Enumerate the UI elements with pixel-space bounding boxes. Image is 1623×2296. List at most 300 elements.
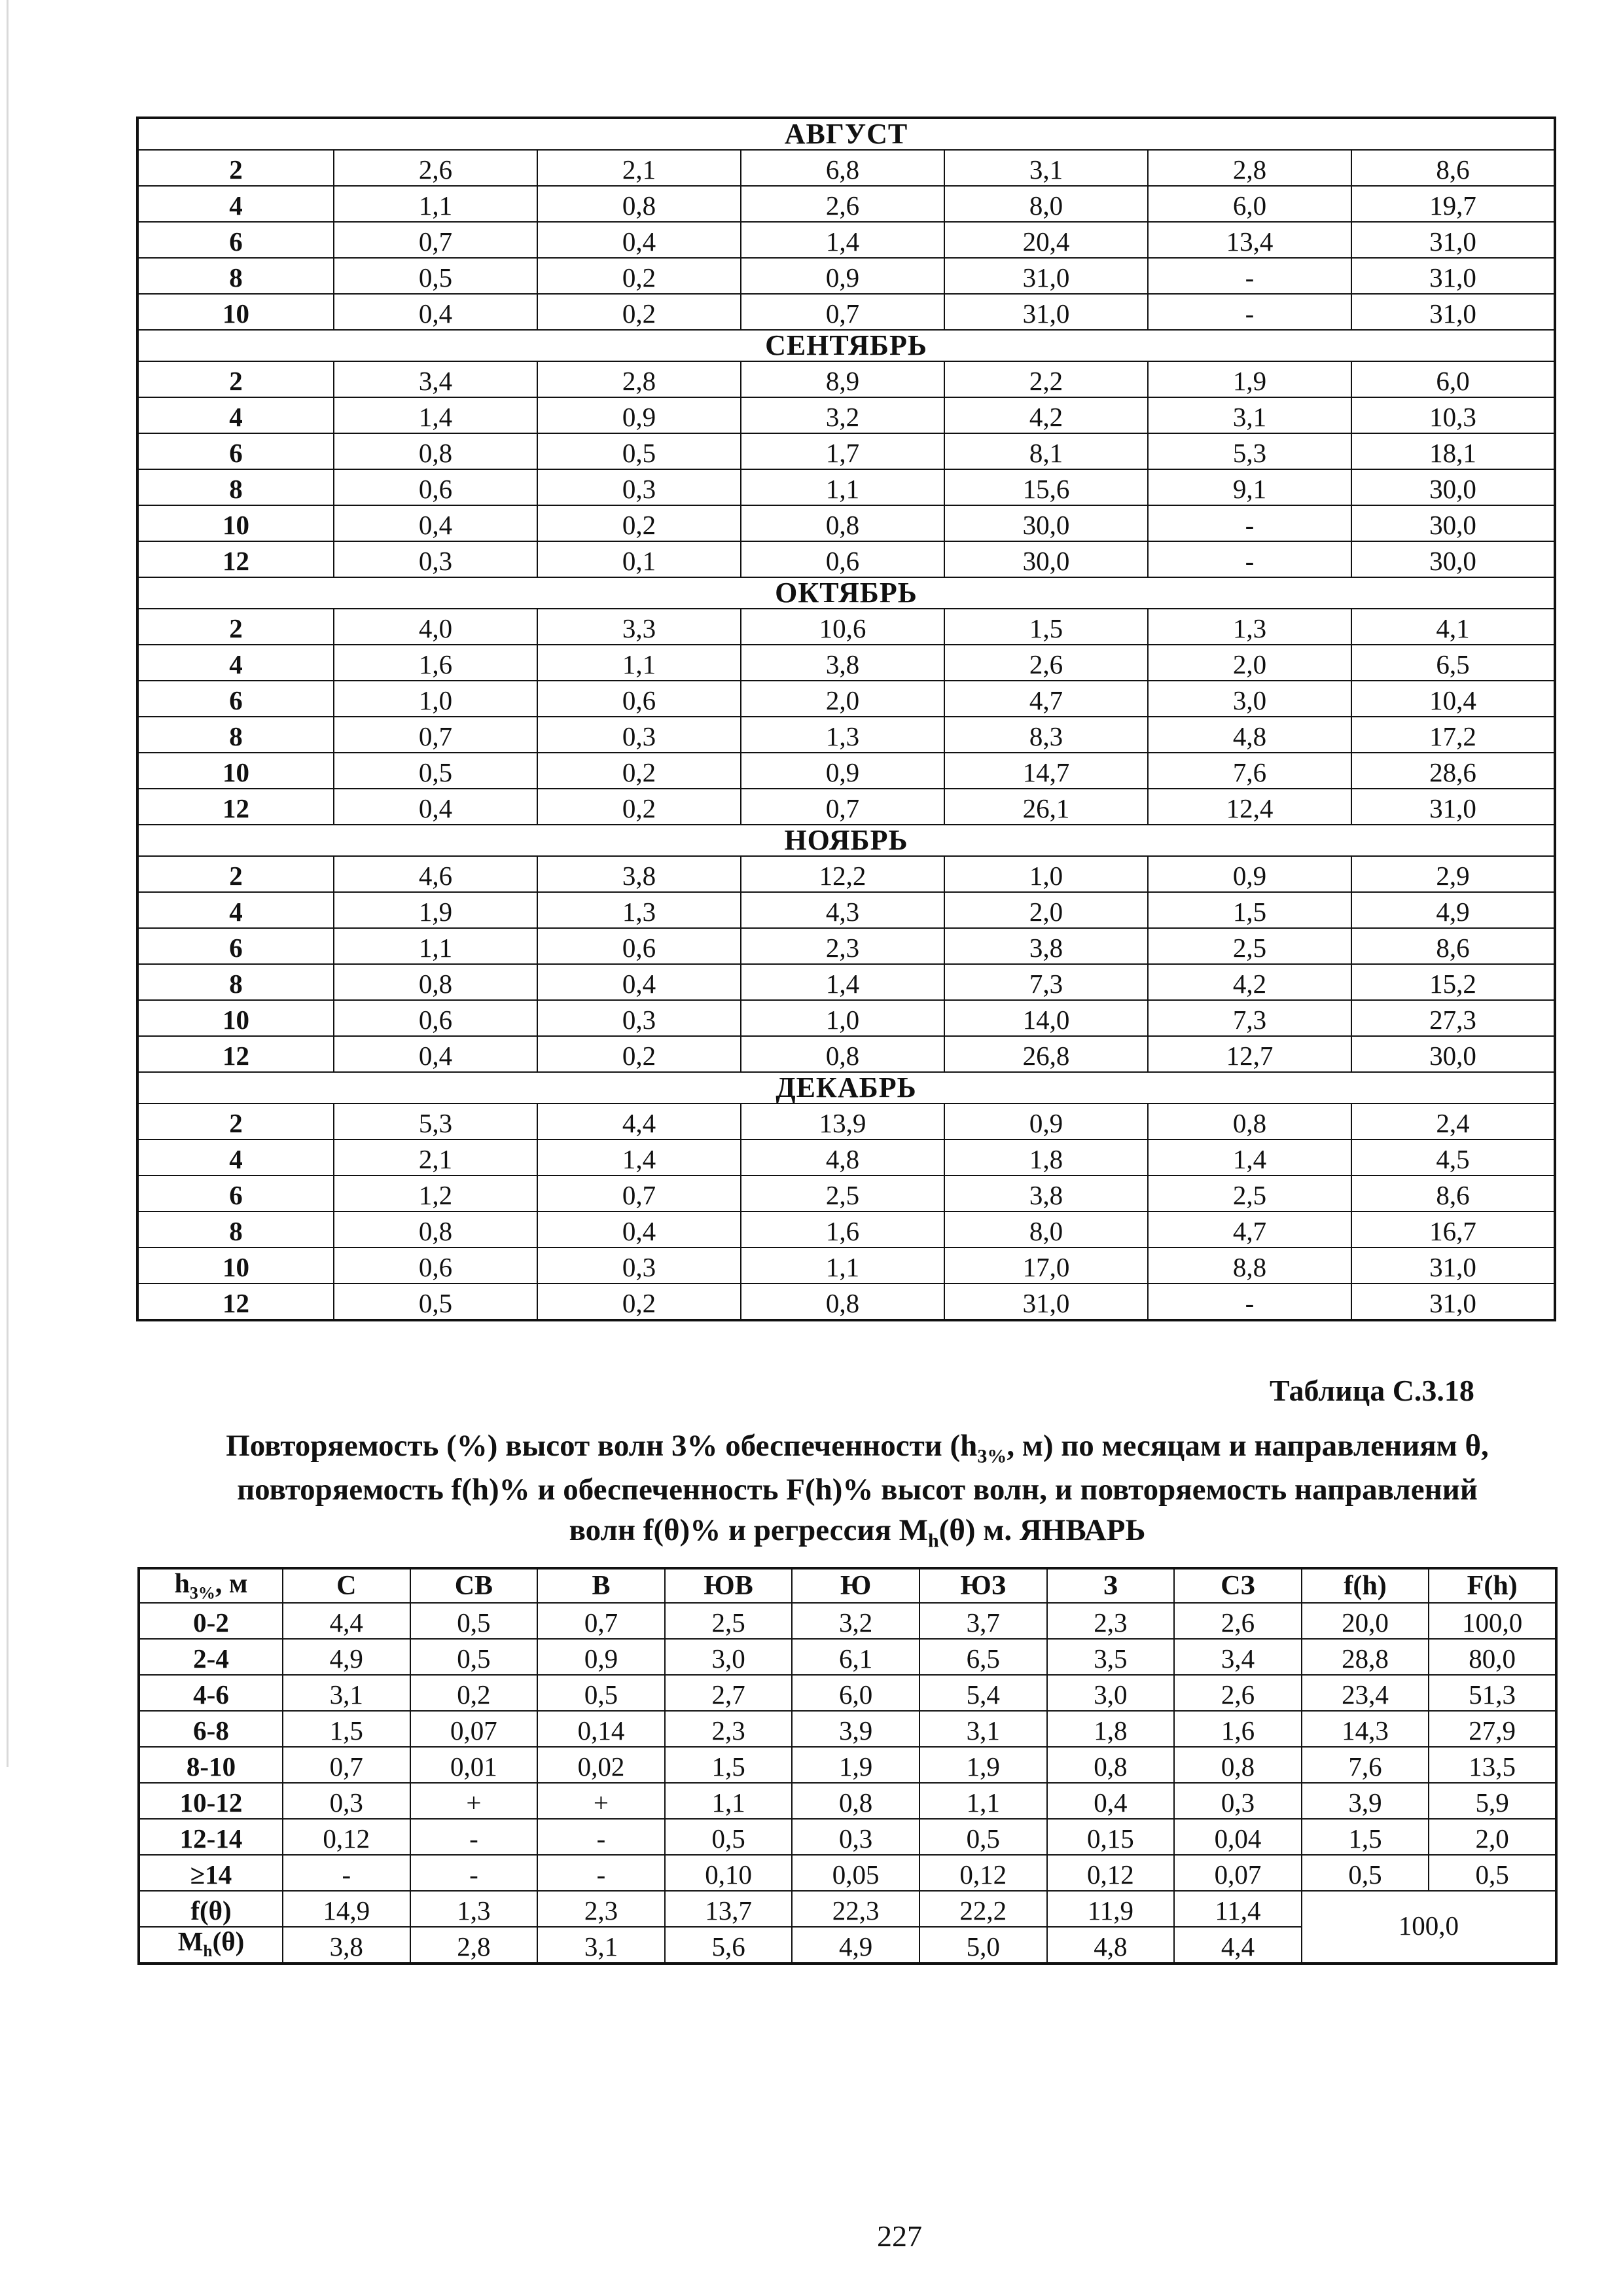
table-cell: 0,4 (334, 1036, 537, 1072)
table-row (139, 1603, 1556, 1639)
table-cell: 4,7 (944, 681, 1148, 717)
table-cell: 8,3 (944, 717, 1148, 753)
table-cell: 1,6 (741, 1211, 944, 1247)
table-cell: 30,0 (944, 505, 1148, 541)
table-cell: 6,0 (792, 1675, 919, 1711)
table-cell: 1,3 (741, 717, 944, 753)
table-cell: 0,10 (665, 1855, 793, 1891)
row-label-cell: 4-6 (139, 1675, 283, 1711)
table-cell: 4,0 (334, 609, 537, 645)
table-row (137, 1103, 1555, 1139)
column-header: С (283, 1568, 410, 1603)
table-cell: 1,5 (944, 609, 1148, 645)
month-header-row (137, 825, 1555, 856)
table-cell: 0,4 (334, 789, 537, 825)
table-cell: 4,7 (1148, 1211, 1351, 1247)
table-row (137, 1211, 1555, 1247)
row-label-cell: 4 (137, 892, 334, 928)
month-title: ОКТЯБРЬ (137, 577, 1555, 609)
table-cell: 3,4 (1174, 1639, 1302, 1675)
row-label-cell: ≥14 (139, 1855, 283, 1891)
table-cell: 0,3 (537, 1000, 741, 1036)
table-cell: 5,9 (1429, 1783, 1556, 1819)
table-cell: 6,5 (1351, 645, 1555, 681)
table-row (139, 1711, 1556, 1747)
table-row (137, 1175, 1555, 1211)
row-label-cell: 8 (137, 469, 334, 505)
table-cell: 0,6 (334, 469, 537, 505)
table-cell: 1,4 (537, 1139, 741, 1175)
table-cell: 0,4 (537, 964, 741, 1000)
table-cell: 30,0 (1351, 505, 1555, 541)
table-row (137, 892, 1555, 928)
table-header-row (139, 1568, 1556, 1603)
table-row (137, 681, 1555, 717)
total-cell: 100,0 (1302, 1891, 1556, 1964)
table-cell: 3,1 (1148, 397, 1351, 433)
row-label-cell: f(θ) (139, 1891, 283, 1927)
table-cell: 3,1 (944, 150, 1148, 186)
table-cell: 0,12 (919, 1855, 1047, 1891)
row-label-cell: $M_h(\theta)$ (139, 1927, 283, 1964)
table-cell: 3,3 (537, 609, 741, 645)
table-cell: 3,7 (919, 1603, 1047, 1639)
table-cell: 2,8 (537, 361, 741, 397)
table-row (137, 928, 1555, 964)
table-cell: 3,2 (792, 1603, 919, 1639)
table-row (137, 964, 1555, 1000)
table-cell: - (283, 1855, 410, 1891)
row-label-cell: 8 (137, 964, 334, 1000)
table-cell: 0,6 (334, 1247, 537, 1283)
table-cell: 2,0 (1429, 1819, 1556, 1855)
table-cell: 5,6 (665, 1927, 793, 1964)
table-cell: 0,2 (537, 258, 741, 294)
table-row (139, 1639, 1556, 1675)
table-cell: 0,07 (1174, 1855, 1302, 1891)
table-cell: 0,8 (334, 964, 537, 1000)
table-cell: 5,4 (919, 1675, 1047, 1711)
table-cell: 31,0 (944, 1283, 1148, 1320)
table-cell: 0,7 (537, 1175, 741, 1211)
table-row (137, 1036, 1555, 1072)
month-header-row (137, 1072, 1555, 1103)
table-cell: 0,7 (283, 1747, 410, 1783)
table-row (139, 1747, 1556, 1783)
table-cell: 2,7 (665, 1675, 793, 1711)
table-cell: 1,9 (919, 1747, 1047, 1783)
table-cell: 7,6 (1302, 1747, 1429, 1783)
table-cell: 0,8 (1148, 1103, 1351, 1139)
table-cell: 0,2 (537, 1283, 741, 1320)
table-cell: 17,2 (1351, 717, 1555, 753)
table-cell: - (1148, 294, 1351, 330)
table-row (139, 1819, 1556, 1855)
table-cell: 0,3 (537, 717, 741, 753)
row-label-cell: 6 (137, 1175, 334, 1211)
table-row (137, 1139, 1555, 1175)
table-cell: 1,7 (741, 433, 944, 469)
table-cell: 2,6 (334, 150, 537, 186)
month-header-row (137, 118, 1555, 150)
table-cell: 4,6 (334, 856, 537, 892)
table-cell: 13,4 (1148, 222, 1351, 258)
table-cell: 0,9 (537, 1639, 665, 1675)
table-cell: 1,0 (741, 1000, 944, 1036)
table-cell: 8,6 (1351, 1175, 1555, 1211)
table-cell: 1,5 (1148, 892, 1351, 928)
row-label-cell: 10 (137, 1247, 334, 1283)
table-cell: 20,4 (944, 222, 1148, 258)
table-cell: 1,5 (283, 1711, 410, 1747)
row-label-cell: 4 (137, 186, 334, 222)
month-header-row (137, 330, 1555, 361)
table-cell: - (1148, 258, 1351, 294)
table-number: Таблица С.3.18 (1270, 1374, 1474, 1407)
row-label-cell: 10 (137, 294, 334, 330)
table-cell: 13,7 (665, 1891, 793, 1927)
table-cell: 12,4 (1148, 789, 1351, 825)
table-cell: 4,3 (741, 892, 944, 928)
table-cell: 26,8 (944, 1036, 1148, 1072)
column-header: З (1047, 1568, 1175, 1603)
table-cell: - (1148, 1283, 1351, 1320)
row-label-cell: 10 (137, 1000, 334, 1036)
table-cell: 0,9 (741, 258, 944, 294)
table-cell: 0,12 (283, 1819, 410, 1855)
month-title: ДЕКАБРЬ (137, 1072, 1555, 1103)
table-row (137, 258, 1555, 294)
row-label-cell: 6-8 (139, 1711, 283, 1747)
row-label-cell: 4 (137, 1139, 334, 1175)
table-cell: 1,1 (334, 928, 537, 964)
row-label-cell: 6 (137, 222, 334, 258)
table-cell: 1,4 (1148, 1139, 1351, 1175)
table-cell: 1,9 (792, 1747, 919, 1783)
table-cell: 7,3 (1148, 1000, 1351, 1036)
monthly-wave-table (136, 117, 1556, 1321)
table-cell: 3,2 (741, 397, 944, 433)
column-header: F(h) (1429, 1568, 1556, 1603)
table-cell: 9,1 (1148, 469, 1351, 505)
table-cell: 2,6 (741, 186, 944, 222)
table-cell: 0,8 (334, 433, 537, 469)
table-cell: 10,6 (741, 609, 944, 645)
row-label-cell: 8 (137, 1211, 334, 1247)
table-cell: 1,6 (334, 645, 537, 681)
table-cell: 0,9 (537, 397, 741, 433)
table-cell: 0,2 (537, 753, 741, 789)
table-cell: 0,9 (741, 753, 944, 789)
table-cell: 0,04 (1174, 1819, 1302, 1855)
row-label-cell: 12 (137, 541, 334, 577)
table-cell: 10,3 (1351, 397, 1555, 433)
table-cell: 0,3 (537, 1247, 741, 1283)
table-cell: 14,7 (944, 753, 1148, 789)
table-cell: 12,7 (1148, 1036, 1351, 1072)
table-cell: 3,0 (1047, 1675, 1175, 1711)
table-cell: 1,6 (1174, 1711, 1302, 1747)
month-title: НОЯБРЬ (137, 825, 1555, 856)
table-cell: 0,4 (1047, 1783, 1175, 1819)
table-cell: 2,2 (944, 361, 1148, 397)
table-cell: 2,3 (741, 928, 944, 964)
table-cell: 2,0 (1148, 645, 1351, 681)
table-cell: 0,3 (1174, 1783, 1302, 1819)
table-cell: 0,8 (741, 505, 944, 541)
table-cell: 0,3 (792, 1819, 919, 1855)
row-label-cell: 2-4 (139, 1639, 283, 1675)
table-cell: 2,0 (741, 681, 944, 717)
table-row (137, 1000, 1555, 1036)
table-row (139, 1783, 1556, 1819)
table-row (137, 186, 1555, 222)
row-label-cell: 8-10 (139, 1747, 283, 1783)
table-cell: 0,8 (741, 1283, 944, 1320)
table-cell: 1,9 (334, 892, 537, 928)
table-cell: 0,5 (410, 1639, 538, 1675)
table-cell: - (410, 1819, 538, 1855)
table-cell: 18,1 (1351, 433, 1555, 469)
table-cell: 0,01 (410, 1747, 538, 1783)
table-cell: 7,3 (944, 964, 1148, 1000)
table-cell: 4,9 (283, 1639, 410, 1675)
table-cell: 30,0 (1351, 541, 1555, 577)
table-cell: 80,0 (1429, 1639, 1556, 1675)
table-cell: 2,3 (665, 1711, 793, 1747)
table-cell: 7,6 (1148, 753, 1351, 789)
row-label-cell: 12 (137, 1036, 334, 1072)
table-cell: 4,4 (283, 1603, 410, 1639)
table-cell: 1,3 (1148, 609, 1351, 645)
table-cell: 16,7 (1351, 1211, 1555, 1247)
page-number: 227 (877, 2219, 922, 2253)
table-cell: 3,8 (944, 1175, 1148, 1211)
table-cell: 30,0 (944, 541, 1148, 577)
table-cell: 2,5 (1148, 1175, 1351, 1211)
table-cell: 2,0 (944, 892, 1148, 928)
row-label-cell: 4 (137, 645, 334, 681)
table-cell: 11,9 (1047, 1891, 1175, 1927)
table-cell: 0,4 (334, 294, 537, 330)
table-cell: 0,3 (334, 541, 537, 577)
column-header: ЮЗ (919, 1568, 1047, 1603)
f-theta-row (139, 1891, 1556, 1927)
table-cell: 0,2 (537, 1036, 741, 1072)
table-cell: 0,14 (537, 1711, 665, 1747)
table-cell: 4,5 (1351, 1139, 1555, 1175)
caption-line2: повторяемость f(h)% и обеспеченность F(h)% высот волн, и повторяемость направлений (237, 1472, 1478, 1507)
table-cell: 0,3 (283, 1783, 410, 1819)
table-cell: 0,5 (537, 1675, 665, 1711)
table-row (137, 541, 1555, 577)
table-cell: 0,5 (537, 433, 741, 469)
table-cell: 0,8 (537, 186, 741, 222)
column-header: ЮВ (665, 1568, 793, 1603)
table-cell: 27,3 (1351, 1000, 1555, 1036)
table-cell: 8,0 (944, 186, 1148, 222)
table-cell: 100,0 (1429, 1603, 1556, 1639)
table-cell: - (1148, 505, 1351, 541)
row-label-cell: 0-2 (139, 1603, 283, 1639)
table-cell: 2,3 (537, 1891, 665, 1927)
table-cell: 3,0 (665, 1639, 793, 1675)
table-cell: 31,0 (1351, 1283, 1555, 1320)
table-cell: 4,8 (1047, 1927, 1175, 1964)
table-row (137, 469, 1555, 505)
table-cell: 0,8 (741, 1036, 944, 1072)
table-cell: 14,3 (1302, 1711, 1429, 1747)
table-cell: - (537, 1855, 665, 1891)
table-cell: 3,1 (283, 1675, 410, 1711)
table-cell: 5,3 (1148, 433, 1351, 469)
table-cell: 30,0 (1351, 469, 1555, 505)
table-cell: 0,15 (1047, 1819, 1175, 1855)
table-cell: 4,9 (792, 1927, 919, 1964)
table-cell: 2,5 (1148, 928, 1351, 964)
table-cell: 1,1 (665, 1783, 793, 1819)
table-row (139, 1675, 1556, 1711)
table-cell: 3,0 (1148, 681, 1351, 717)
caption-line3: волн f(θ)% и регрессия $M_h(\theta)$ м. ЯНВАРЬ (569, 1513, 1146, 1552)
table-cell: 0,8 (1174, 1747, 1302, 1783)
table-cell: 5,3 (334, 1103, 537, 1139)
table-cell: 0,07 (410, 1711, 538, 1747)
table-cell: 1,1 (919, 1783, 1047, 1819)
table-row (137, 609, 1555, 645)
table-cell: - (537, 1819, 665, 1855)
table-cell: 1,3 (537, 892, 741, 928)
table-cell: 3,9 (792, 1711, 919, 1747)
table-cell: 11,4 (1174, 1891, 1302, 1927)
table-cell: 4,1 (1351, 609, 1555, 645)
table-cell: 27,9 (1429, 1711, 1556, 1747)
table-cell: 0,5 (334, 258, 537, 294)
table-cell: 1,1 (741, 1247, 944, 1283)
table-cell: 3,9 (1302, 1783, 1429, 1819)
table-cell: 4,2 (944, 397, 1148, 433)
table-cell: 0,6 (537, 928, 741, 964)
table-cell: 0,7 (334, 222, 537, 258)
month-title: АВГУСТ (137, 118, 1555, 150)
table-cell: 1,4 (741, 964, 944, 1000)
table-cell: 4,8 (741, 1139, 944, 1175)
table-cell: 26,1 (944, 789, 1148, 825)
table-cell: 2,1 (334, 1139, 537, 1175)
month-header-row (137, 577, 1555, 609)
row-label-cell: 4 (137, 397, 334, 433)
table-cell: 12,2 (741, 856, 944, 892)
table-cell: 2,6 (1174, 1675, 1302, 1711)
table-cell: 22,3 (792, 1891, 919, 1927)
table-cell: 0,12 (1047, 1855, 1175, 1891)
table-cell: 1,1 (741, 469, 944, 505)
table-cell: 0,8 (1047, 1747, 1175, 1783)
table-cell: 0,7 (741, 294, 944, 330)
table-cell: 6,0 (1351, 361, 1555, 397)
table-cell: 31,0 (944, 258, 1148, 294)
table-cell: 2,6 (944, 645, 1148, 681)
table-row (137, 789, 1555, 825)
table-row (137, 717, 1555, 753)
table-cell: 31,0 (1351, 294, 1555, 330)
column-header: В (537, 1568, 665, 1603)
column-header: f(h) (1302, 1568, 1429, 1603)
table-cell: 1,8 (944, 1139, 1148, 1175)
table-cell: 31,0 (1351, 1247, 1555, 1283)
table-cell: 8,0 (944, 1211, 1148, 1247)
table-cell: 0,3 (537, 469, 741, 505)
table-row (137, 150, 1555, 186)
table-cell: 0,5 (410, 1603, 538, 1639)
table-row (137, 433, 1555, 469)
table-cell: 2,4 (1351, 1103, 1555, 1139)
table-cell: 3,4 (334, 361, 537, 397)
table-cell: 2,6 (1174, 1603, 1302, 1639)
table-cell: 14,9 (283, 1891, 410, 1927)
table-cell: 8,8 (1148, 1247, 1351, 1283)
row-label-cell: 2 (137, 150, 334, 186)
table-cell: 1,4 (741, 222, 944, 258)
table-cell: 51,3 (1429, 1675, 1556, 1711)
row-label-cell: 6 (137, 928, 334, 964)
table-cell: 6,1 (792, 1639, 919, 1675)
table-cell: 0,4 (537, 222, 741, 258)
table-cell: 8,1 (944, 433, 1148, 469)
table-cell: 0,6 (537, 681, 741, 717)
row-label-cell: 6 (137, 681, 334, 717)
table-cell: 0,5 (919, 1819, 1047, 1855)
table-cell: 0,2 (537, 505, 741, 541)
table-cell: 0,2 (537, 789, 741, 825)
table-cell: 3,5 (1047, 1639, 1175, 1675)
table-cell: 0,4 (334, 505, 537, 541)
table-cell: 28,6 (1351, 753, 1555, 789)
row-label-cell: 12-14 (139, 1819, 283, 1855)
table-cell: 1,9 (1148, 361, 1351, 397)
table-cell: 8,9 (741, 361, 944, 397)
row-label-cell: 10 (137, 505, 334, 541)
table-cell: 1,8 (1047, 1711, 1175, 1747)
table-cell: 0,7 (334, 717, 537, 753)
table-cell: 0,5 (665, 1819, 793, 1855)
table-cell: 15,6 (944, 469, 1148, 505)
table-cell: 1,3 (410, 1891, 538, 1927)
table-cell: 8,6 (1351, 150, 1555, 186)
row-label-cell: 12 (137, 1283, 334, 1320)
table-cell: 8,6 (1351, 928, 1555, 964)
table-cell: 4,9 (1351, 892, 1555, 928)
table-cell: 13,9 (741, 1103, 944, 1139)
table-cell: 1,0 (944, 856, 1148, 892)
table-cell: 3,8 (944, 928, 1148, 964)
table-row (139, 1855, 1556, 1891)
table-cell: 2,3 (1047, 1603, 1175, 1639)
column-header: СЗ (1174, 1568, 1302, 1603)
table-row (137, 1283, 1555, 1320)
table-cell: 31,0 (944, 294, 1148, 330)
table-cell: 1,1 (334, 186, 537, 222)
table-cell: 13,5 (1429, 1747, 1556, 1783)
table-cell: 0,5 (1429, 1855, 1556, 1891)
table-cell: 0,6 (334, 1000, 537, 1036)
column-header: СВ (410, 1568, 538, 1603)
table-cell: 0,02 (537, 1747, 665, 1783)
table-cell: 6,5 (919, 1639, 1047, 1675)
table-cell: 0,5 (1302, 1855, 1429, 1891)
row-label-cell: 2 (137, 1103, 334, 1139)
table-cell: 1,2 (334, 1175, 537, 1211)
